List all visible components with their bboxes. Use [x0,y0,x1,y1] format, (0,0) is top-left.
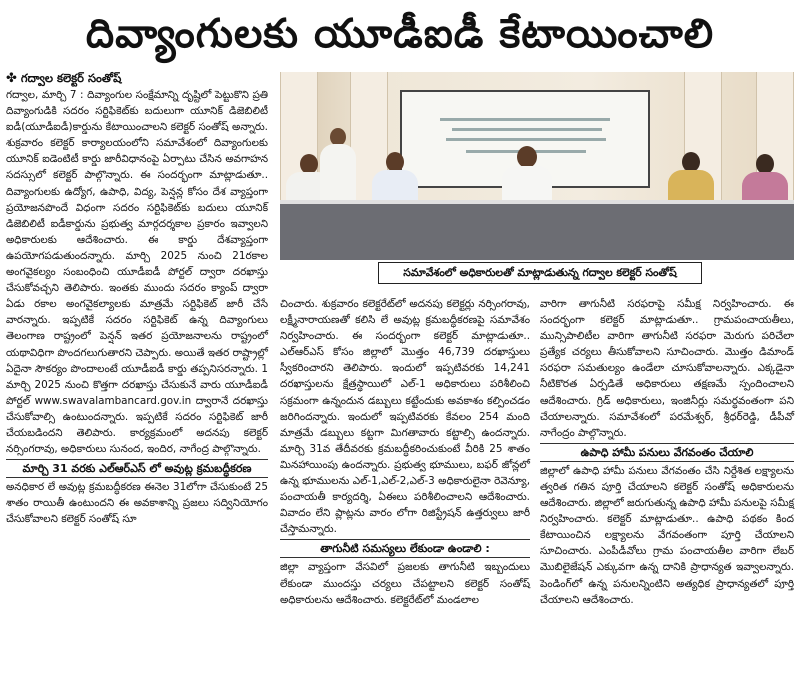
photo-caption: సమావేశంలో అధికారులతో మాట్లాడుతున్న గద్వాల కలెక్టర్ సంతోష్ [378,262,702,284]
article-paragraph [6,87,268,457]
byline [6,70,268,87]
article-paragraph: జిల్లా వ్యాప్తంగా వేసవిలో ప్రజలకు తాగునీటి ఇబ్బందులు లేకుండా ముందస్తు చర్యలు చేపట్టాలని కలెక్టర్ సంతోష్ అధికారులను ఆదేశించారు. కలెక్టరేట్‌లో మండలాల [280,561,530,606]
article-paragraph: అనధికార లే అవుట్ల క్రమబద్ధీకరణ ఈనెల 31లోగా చేసుకుంటే 25 శాతం రాయితీ ఉంటుందని ఈ అవకాశాన్ని ప్రజలు సద్వినియోగం చేసుకోవాలని కలెక్టర్ సంతోష్ సూ [6,481,268,526]
byline-text: గద్వాల కలెక్టర్ సంతోష్ [20,71,122,85]
left-column [6,70,268,527]
meeting-table [280,204,794,260]
lrs-subhead: మార్చి 31 వరకు ఎల్ఆర్ఎస్ లో అవుట్ల క్రమబద్ధీకరణ [6,459,268,478]
drinking-water-subhead: తాగునీటి సమస్యలు లేకుండా ఉండాలి : [280,539,530,558]
headline: దివ్యాంగులకు యూడీఐడీ కేటాయించాలి [85,11,715,57]
middle-column [280,296,530,608]
meeting-photo [280,72,794,260]
article-paragraph: చించారు. శుక్రవారం కలెక్టరేట్‌లో అదనపు కలెక్టర్లు నర్సింగరావు, లక్ష్మీనారాయణతో కలిసి లే అవుట్ల క్రమబద్ధీకరణపై సమావేశం నిర్వహించారు. ఈ సందర్భంగా కలెక్టర్ మాట్లాడుతూ.. ఎల్ఆర్ఎస్ కోసం జిల్లాలో మొత్తం 46,739 దరఖాస్తులు స్వీకరించారని తెలిపారు. ఇందులో ఇప్పటివరకు 14,241 దరఖాస్తులను క్షేత్రస్థాయిలో ఎల్-1 అధికారులు పరిశీలించి సక్రమంగా ఉన్నందున డబ్బులు కట్టేందుకు అవకాశం కల్పించడం జరిగిందన్నారు. ఇందులో ఇప్పటివరకు కేవలం 254 మంది మాత్రమే డబ్బులు కట్టగా మిగతావారు కట్టాల్సి ఉందన్నారు. మార్చి 31వ తేదీవరకు క్రమబద్ధీకరించుకుంటే వీరికి 25 శాతం మినహాయింపు ఉందన్నారు. ప్రభుత్వ భూములు, బఫర్ జోన్లలో ఉన్న భూములను ఎల్-1,ఎల్-2,ఎల్-3 అధికారులైనా రెవెన్యూ, పంచాయతీ కార్యదర్శి, ఏఈలు పరిశీలించాలని ఆదేశించారు. వివాదం లేని ప్లాట్లను వారం లోగా రిజిస్ట్రేషన్ ఉత్తర్వులు జారీ చేస్తామన్నారు. [280,298,530,536]
paragraph-text-end: ద్వారానే దరఖాస్తు చేసుకోవాల్సి ఉంటుందన్నారు. ఇప్పటికే సదరం సర్టిఫికెట్ జారీ చేయబడిందని తెలిపారు. కార్యక్రమంలో అదనపు కలెక్టర్ నర్సింగరావు, అధికారులు సునంద, ఇందిర, నాగేంద్ర పాల్గొన్నారు. [6,394,269,456]
article-paragraph: వారిగా తాగునీటి సరఫరాపై సమీక్ష నిర్వహించారు. ఈ సందర్భంగా కలెక్టర్ మాట్లాడుతూ.. గ్రామపంచాయతీలు, మున్సిపాలిటీల వారిగా తాగునీటి సరఫరా మెరుగు పరిచేలా ప్రత్యేక చర్యలు తీసుకోవాలని సూచించారు. మొత్తం డిమాండ్ సరఫరా సమతుల్యం ఉండేలా చూసుకోవాలన్నారు. ఎక్కడైనా నీటికొరత ఏర్పడితే అధికారులు తక్షణమే స్పందించాలని ఆదేశించారు. గ్రిడ్ అధికారులు, ఇంజినీర్లు సమర్థవంతంగా పని చేయాలన్నారు. సమావేశంలో పరమేశ్వర్, శ్రీధర్‌రెడ్డి, డీపీవో నాగేంద్రం పాల్గొన్నారు. [540,298,794,439]
employment-guarantee-subhead: ఉపాధి హామీ పనులు వేగవంతం చేయాలి [540,443,794,462]
byline-bullet-icon: ✤ [6,71,17,86]
right-column [540,296,794,608]
paragraph-text: గద్వాల, మార్చి 7 : దివ్యాంగుల సంక్షేమాన్ని దృష్టిలో పెట్టుకొని ప్రతి దివ్యాంగుడికి సదరం సర్టిఫికెట్‌కు బదులుగా యూనిక్ డిజెబిలిటీ ఐడీ(యూడీఐడీ)కార్డును కేటాయించాలని కలెక్టర్ సంతోష్ అన్నారు. శుక్రవారం కలెక్టర్ కార్యాలయంలోని సమావేశంలో దివ్యాంగులకు యూనిక్ ఐడెంటిటీ కార్డు జారీవిధానంపై ఏర్పాటు చేసిన అవగాహన సదస్సులో కలెక్టర్ పాల్గొన్నారు. ఈ సందర్భంగా మాట్లాడుతూ.. దివ్యాంగులకు ఉద్యోగ, ఉపాధి, విద్య, పెన్షన్ల కోసం దేశ వ్యాప్తంగా ప్రయోజనపొందే విధంగా సదరం సర్టిఫికెట్‌కు బదులు యూనిక్ డిజెబిలిటీ ఐడీకార్డును ప్రభుత్వ మార్గదర్శకాల ప్రకారం ఇవ్వాలని అధికారులకు ఆదేశించారు. ఈ కార్డు దేశవ్యాప్తంగా ఉపయోగపడుతుందన్నారు. మార్చి 2025 నుంచి 21రకాల అంగవైకల్యం సంబంధించి యూడీఐడీ పోర్టల్ ద్వారా దరఖాస్తు చేసుకోవచ్చని తెలిపారు. ఇంతకు ముందు సదరం క్యాంప్ ద్వారా ఏడు రకాల అంగవైకల్యాలకు మాత్రమే సర్టిఫికెట్ జారీ చేసే వారన్నారు. ఇప్పటికే సదరం సర్టిఫికెట్ ఉన్న దివ్యాంగులు తెలంగాణ రాష్ట్రంలో పెన్షన్ ఇతర ప్రయోజనాలను రాష్ట్రంలో యథావిధిగా పొందగలుగుతారని చెప్పారు. అయితే ఇతర రాష్ట్రాల్లో ఏదైనా సౌకర్యం పొందాలంటే యూడీఐడీ కార్డు తప్పనిసరన్నారు. 1 మార్చి 2025 నుంచి కొత్తగా దరఖాస్తు చేసుకునే వారు యూడీఐడీ పోర్టల్ [6,89,268,407]
portal-url: www.swavalambancard.gov.in [34,394,192,407]
article-paragraph: జిల్లాలో ఉపాధి హామీ పనులు వేగవంతం చేసి నిర్దేశిత లక్ష్యాలను త్వరిత గతిన పూర్తి చేయాలని కలెక్టర్ సంతోష్ అధికారులను ఆదేశించారు. జిల్లాలో జరుగుతున్న ఉపాధి హామీ పనులపై సమీక్ష నిర్వహించారు. కలెక్టర్ మాట్లాడుతూ.. ఉపాధి పథకం కింద కేటాయించిన లక్ష్యాలను వేగవంతంగా పూర్తి చేయాలని సూచించారు. ఎంపీడీవోలు గ్రామ పంచాయతీల వారిగా లేబర్ మొబిలైజేషన్ ఎక్కువగా ఉన్న దానికి ప్రాధాన్యత ఇవ్వాలన్నారు. పెండింగ్‌లో ఉన్న పనులన్నింటిని అత్యధిక ప్రాధాన్యతలో పూర్తి చేయాలని ఆదేశించారు. [540,464,794,606]
